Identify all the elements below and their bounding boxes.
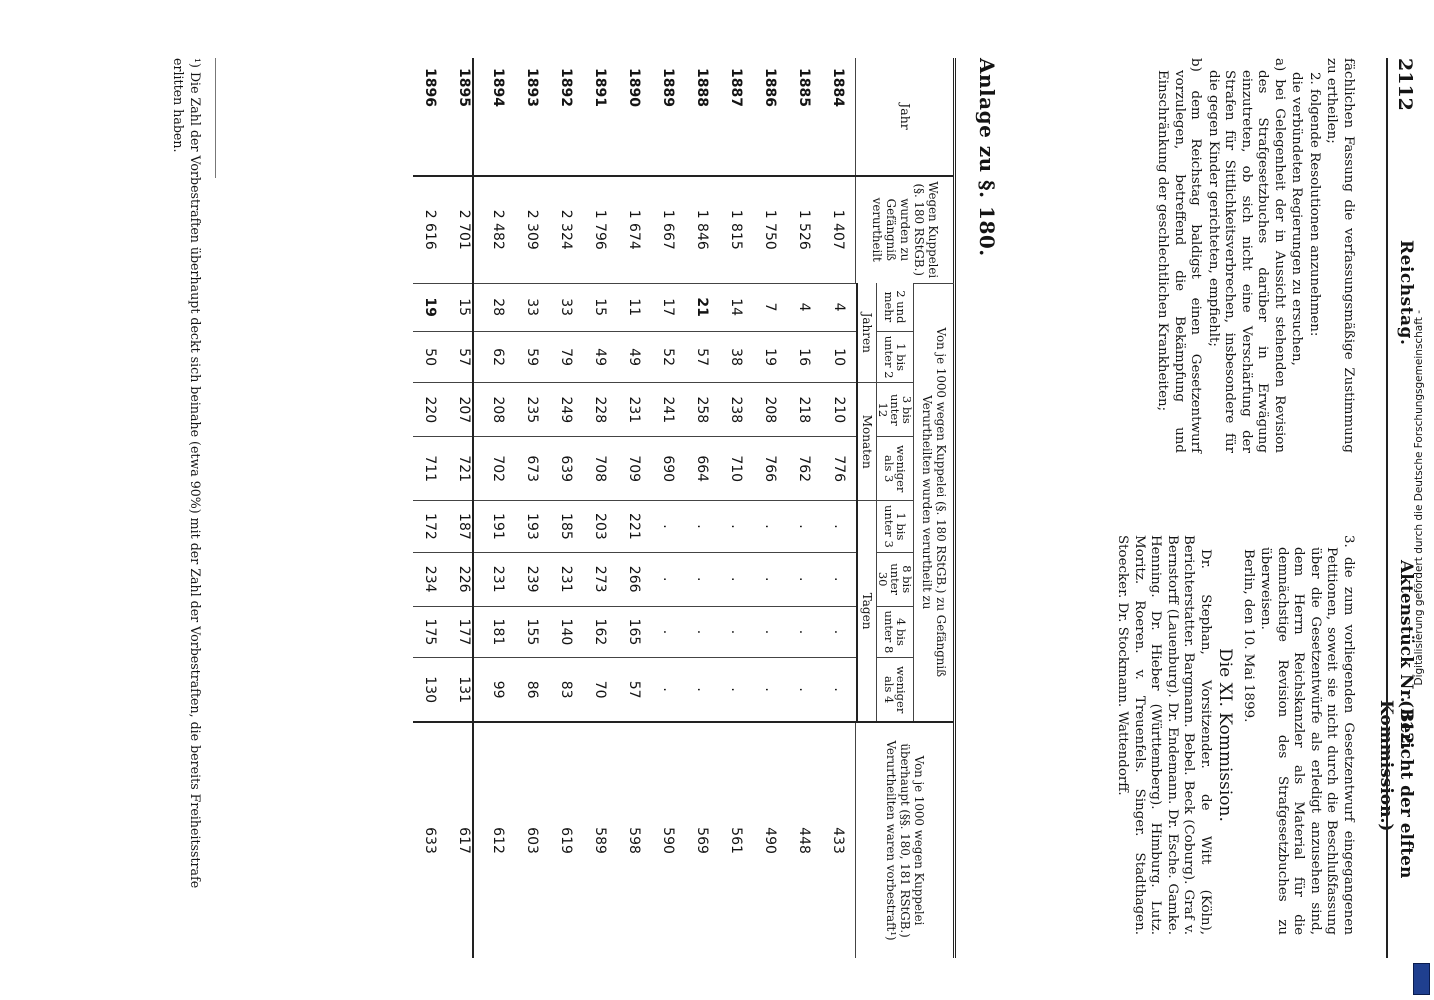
- header-unit-months: Monaten: [857, 383, 877, 501]
- value-cell: 15: [448, 283, 482, 331]
- value-cell: 57: [686, 331, 720, 383]
- header-col: 3 bis unter 12: [877, 383, 914, 437]
- value-cell: .: [754, 658, 788, 722]
- value-cell: 708: [584, 437, 618, 501]
- value-cell: 2 701: [448, 176, 482, 283]
- value-cell: 59: [516, 331, 550, 383]
- appendix-title: Anlage zu §. 180.: [975, 58, 999, 257]
- table-row: [822, 58, 857, 958]
- right-text-column: [1113, 535, 1356, 935]
- value-cell: 266: [618, 552, 652, 606]
- header-previously-convicted: Von je 1000 wegen Kuppelei überhaupt (§§. 180, 181 RStGB.) Verurtheilten waren vorbestraft¹): [856, 722, 954, 958]
- dfg-logo-icon: [1413, 963, 1430, 995]
- value-cell: 99: [482, 658, 516, 722]
- value-cell: .: [822, 501, 857, 553]
- value-cell: .: [720, 552, 754, 606]
- value-cell: 231: [482, 552, 516, 606]
- value-cell: 131: [448, 658, 482, 722]
- value-cell: .: [822, 658, 857, 722]
- value-cell: 231: [550, 552, 584, 606]
- table-row: [482, 58, 516, 958]
- value-cell: 207: [448, 383, 482, 437]
- value-cell: 33: [516, 283, 550, 331]
- value-cell: 639: [550, 437, 584, 501]
- value-cell: 2 309: [516, 176, 550, 283]
- value-cell: .: [788, 552, 822, 606]
- value-cell: 162: [584, 606, 618, 658]
- value-cell: 210: [822, 383, 857, 437]
- header-col: 4 bis unter 8: [877, 606, 914, 658]
- commission-title: Die XI. Kommission.: [1215, 648, 1236, 822]
- value-cell: .: [822, 606, 857, 658]
- value-cell: 14: [720, 283, 754, 331]
- value-cell: 762: [788, 437, 822, 501]
- year-cell: 1885: [788, 58, 822, 176]
- value-cell: 208: [754, 383, 788, 437]
- value-cell: 612: [482, 722, 516, 958]
- value-cell: 617: [448, 722, 482, 958]
- value-cell: .: [652, 552, 686, 606]
- value-cell: 673: [516, 437, 550, 501]
- header-col: 8 bis unter 30: [877, 552, 914, 606]
- header-col: 1 bis unter 3: [877, 501, 914, 553]
- value-cell: 561: [720, 722, 754, 958]
- value-cell: 49: [618, 331, 652, 383]
- value-cell: 193: [516, 501, 550, 553]
- value-cell: 83: [550, 658, 584, 722]
- left-paragraph-3: die verbündeten Regierungen zu ersuchen,: [1289, 72, 1305, 366]
- statistics-table: [414, 58, 955, 958]
- value-cell: 249: [550, 383, 584, 437]
- dateline: Berlin, den 10. Mai 1899.: [1241, 549, 1256, 723]
- value-cell: 21: [686, 283, 720, 331]
- table-row: [788, 58, 822, 958]
- value-cell: 17: [652, 283, 686, 331]
- value-cell: 1 407: [822, 176, 857, 283]
- value-cell: 776: [822, 437, 857, 501]
- value-cell: 52: [652, 331, 686, 383]
- value-cell: 1 526: [788, 176, 822, 283]
- value-cell: 177: [448, 606, 482, 658]
- funding-notice: [1411, 310, 1427, 1000]
- value-cell: 1 815: [720, 176, 754, 283]
- year-cell: 1895: [448, 58, 482, 176]
- value-cell: 7: [754, 283, 788, 331]
- value-cell: 766: [754, 437, 788, 501]
- value-cell: 711: [414, 437, 448, 501]
- value-cell: 2 482: [482, 176, 516, 283]
- left-paragraph-a: a) bei Gelegenheit der in Aussicht stehenden Revision des Strafgesetzbuches darüber in Erwägung einzutreten, ob sich nicht eine Verschärfung der Strafen für Sittlichkeitsverbrechen, insbesondere für die gegen Kinder gerichteten, empfiehlt;: [1206, 58, 1287, 453]
- header-group: Von je 1000 wegen Kuppelei (§. 180 RStGB.) zu Gefängniß Verurtheilten wurden verurtheilt zu: [914, 283, 955, 722]
- value-cell: 10: [822, 331, 857, 383]
- value-cell: 70: [584, 658, 618, 722]
- value-cell: 226: [448, 552, 482, 606]
- value-cell: 86: [516, 658, 550, 722]
- header-unit-days: Tagen: [857, 501, 877, 722]
- header-col: weniger als 4: [877, 658, 914, 722]
- value-cell: 619: [550, 722, 584, 958]
- value-cell: .: [720, 606, 754, 658]
- value-cell: 220: [414, 383, 448, 437]
- value-cell: 710: [720, 437, 754, 501]
- value-cell: 590: [652, 722, 686, 958]
- value-cell: 239: [516, 552, 550, 606]
- value-cell: 130: [414, 658, 448, 722]
- value-cell: 203: [584, 501, 618, 553]
- header-col: weniger als 3: [877, 437, 914, 501]
- header-year: Jahr: [856, 58, 954, 176]
- value-cell: .: [686, 606, 720, 658]
- running-head-report: (Bericht der elften Kommission.): [1376, 700, 1416, 879]
- funding-text: Digitalisierung gefördert durch die Deutsche Forschungsgemeinschaft -: [1413, 310, 1425, 686]
- value-cell: 433: [822, 722, 857, 958]
- footnote-rule: [215, 58, 216, 178]
- value-cell: 238: [720, 383, 754, 437]
- value-cell: 1 846: [686, 176, 720, 283]
- value-cell: 175: [414, 606, 448, 658]
- value-cell: .: [754, 501, 788, 553]
- table-row: [516, 58, 550, 958]
- value-cell: 598: [618, 722, 652, 958]
- value-cell: 49: [584, 331, 618, 383]
- value-cell: .: [686, 552, 720, 606]
- value-cell: 19: [414, 283, 448, 331]
- value-cell: 1 667: [652, 176, 686, 283]
- value-cell: 185: [550, 501, 584, 553]
- value-cell: .: [652, 658, 686, 722]
- value-cell: 57: [448, 331, 482, 383]
- table-bottom-rule: [472, 58, 474, 958]
- year-cell: 1887: [720, 58, 754, 176]
- table-row: [584, 58, 618, 958]
- header-convicted: Wegen Kuppelei (§. 180 RStGB.) wurden zu Gefängniß verurtheilt: [856, 176, 954, 283]
- year-cell: 1896: [414, 58, 448, 176]
- value-cell: 165: [618, 606, 652, 658]
- header-col: 2 und mehr: [877, 283, 914, 331]
- value-cell: 221: [618, 501, 652, 553]
- value-cell: 187: [448, 501, 482, 553]
- value-cell: 1 750: [754, 176, 788, 283]
- value-cell: 172: [414, 501, 448, 553]
- table-row: [448, 58, 482, 958]
- value-cell: .: [686, 501, 720, 553]
- value-cell: 569: [686, 722, 720, 958]
- page-number: 2112: [1394, 58, 1416, 111]
- value-cell: 490: [754, 722, 788, 958]
- year-cell: 1888: [686, 58, 720, 176]
- value-cell: 38: [720, 331, 754, 383]
- value-cell: 1 796: [584, 176, 618, 283]
- value-cell: 11: [618, 283, 652, 331]
- running-head-document: Aktenstück Nr. 312.: [1396, 560, 1416, 751]
- year-cell: 1886: [754, 58, 788, 176]
- value-cell: 709: [618, 437, 652, 501]
- value-cell: 181: [482, 606, 516, 658]
- year-cell: 1889: [652, 58, 686, 176]
- value-cell: 228: [584, 383, 618, 437]
- left-paragraph-1: fächlichen Fassung die verfassungsmäßige Zustimmung zu ertheilen;: [1324, 58, 1356, 453]
- value-cell: .: [686, 658, 720, 722]
- header-unit-years: Jahren: [857, 283, 877, 383]
- value-cell: .: [720, 501, 754, 553]
- value-cell: 28: [482, 283, 516, 331]
- value-cell: 62: [482, 331, 516, 383]
- value-cell: .: [652, 606, 686, 658]
- value-cell: .: [788, 501, 822, 553]
- value-cell: 589: [584, 722, 618, 958]
- year-cell: 1884: [822, 58, 857, 176]
- value-cell: .: [754, 552, 788, 606]
- value-cell: 273: [584, 552, 618, 606]
- year-cell: 1890: [618, 58, 652, 176]
- value-cell: 1 674: [618, 176, 652, 283]
- value-cell: 603: [516, 722, 550, 958]
- value-cell: 155: [516, 606, 550, 658]
- value-cell: .: [822, 552, 857, 606]
- value-cell: .: [720, 658, 754, 722]
- value-cell: 234: [414, 552, 448, 606]
- value-cell: 79: [550, 331, 584, 383]
- year-cell: 1893: [516, 58, 550, 176]
- right-paragraph-3: 3. die zum vorliegenden Gesetzentwurf eingegangenen Petitionen, soweit sie nicht durch die Beschlußfassung über die Gesetzentwürfe als erledigt anzusehen sind, dem Herrn Reichskanzler als Material für die demnächstige Revision des Strafgesetzbuches zu überweisen.: [1258, 535, 1356, 935]
- footnote: ¹) Die Zahl der Vorbestraften überhaupt deckt sich beinahe (etwa 90%) mit der Zahl der Vorbestraften, die bereits Freiheitsstrafe erlitten haben.: [171, 58, 203, 889]
- value-cell: 231: [618, 383, 652, 437]
- year-cell: 1891: [584, 58, 618, 176]
- value-cell: .: [788, 658, 822, 722]
- left-paragraph-b: b) dem Reichstag baldigst einen Gesetzentwurf vorzulegen, betreffend die Bekämpfung und Einschränkung der geschlechtlichen Krankheiten;: [1155, 58, 1204, 453]
- value-cell: .: [788, 606, 822, 658]
- value-cell: 57: [618, 658, 652, 722]
- table-row: [754, 58, 788, 958]
- left-paragraph-2: 2. folgende Resolutionen anzunehmen:: [1307, 72, 1322, 337]
- value-cell: 241: [652, 383, 686, 437]
- value-cell: 4: [788, 283, 822, 331]
- year-cell: 1894: [482, 58, 516, 176]
- value-cell: 690: [652, 437, 686, 501]
- value-cell: .: [652, 501, 686, 553]
- running-head-chamber: Reichstag.: [1396, 240, 1416, 346]
- value-cell: 2 616: [414, 176, 448, 283]
- value-cell: 15: [584, 283, 618, 331]
- header-rule: [1386, 58, 1388, 958]
- value-cell: 50: [414, 331, 448, 383]
- value-cell: 258: [686, 383, 720, 437]
- value-cell: 702: [482, 437, 516, 501]
- value-cell: 448: [788, 722, 822, 958]
- signatures: Dr. Stephan, Vorsitzender. de Witt (Köln), Berichterstatter. Bargmann. Bebel. Beck (Coburg). Graf v. Bernstorff (Lauenburg). Dr. Endemann. Dr. Esche. Gamke. Henning. Dr. Hieber (Württemberg). Himburg. Lutz. Moritz. Roeren. v. Treuenfels. Singer. Stadthagen. Stoecker. Dr. Stockmann. Wattendorff.: [1115, 535, 1213, 935]
- value-cell: 19: [754, 331, 788, 383]
- table-row: [652, 58, 686, 958]
- year-cell: 1892: [550, 58, 584, 176]
- value-cell: 218: [788, 383, 822, 437]
- left-text-column: [1153, 58, 1356, 453]
- value-cell: 2 324: [550, 176, 584, 283]
- value-cell: 235: [516, 383, 550, 437]
- value-cell: 16: [788, 331, 822, 383]
- value-cell: 140: [550, 606, 584, 658]
- value-cell: 33: [550, 283, 584, 331]
- value-cell: 721: [448, 437, 482, 501]
- value-cell: 664: [686, 437, 720, 501]
- value-cell: 633: [414, 722, 448, 958]
- value-cell: 4: [822, 283, 857, 331]
- header-col: 1 bis unter 2: [877, 331, 914, 383]
- value-cell: .: [754, 606, 788, 658]
- value-cell: 191: [482, 501, 516, 553]
- table-row: [686, 58, 720, 958]
- table-row: [414, 58, 448, 958]
- value-cell: 208: [482, 383, 516, 437]
- table-row: [618, 58, 652, 958]
- table-row: [550, 58, 584, 958]
- table-row: [720, 58, 754, 958]
